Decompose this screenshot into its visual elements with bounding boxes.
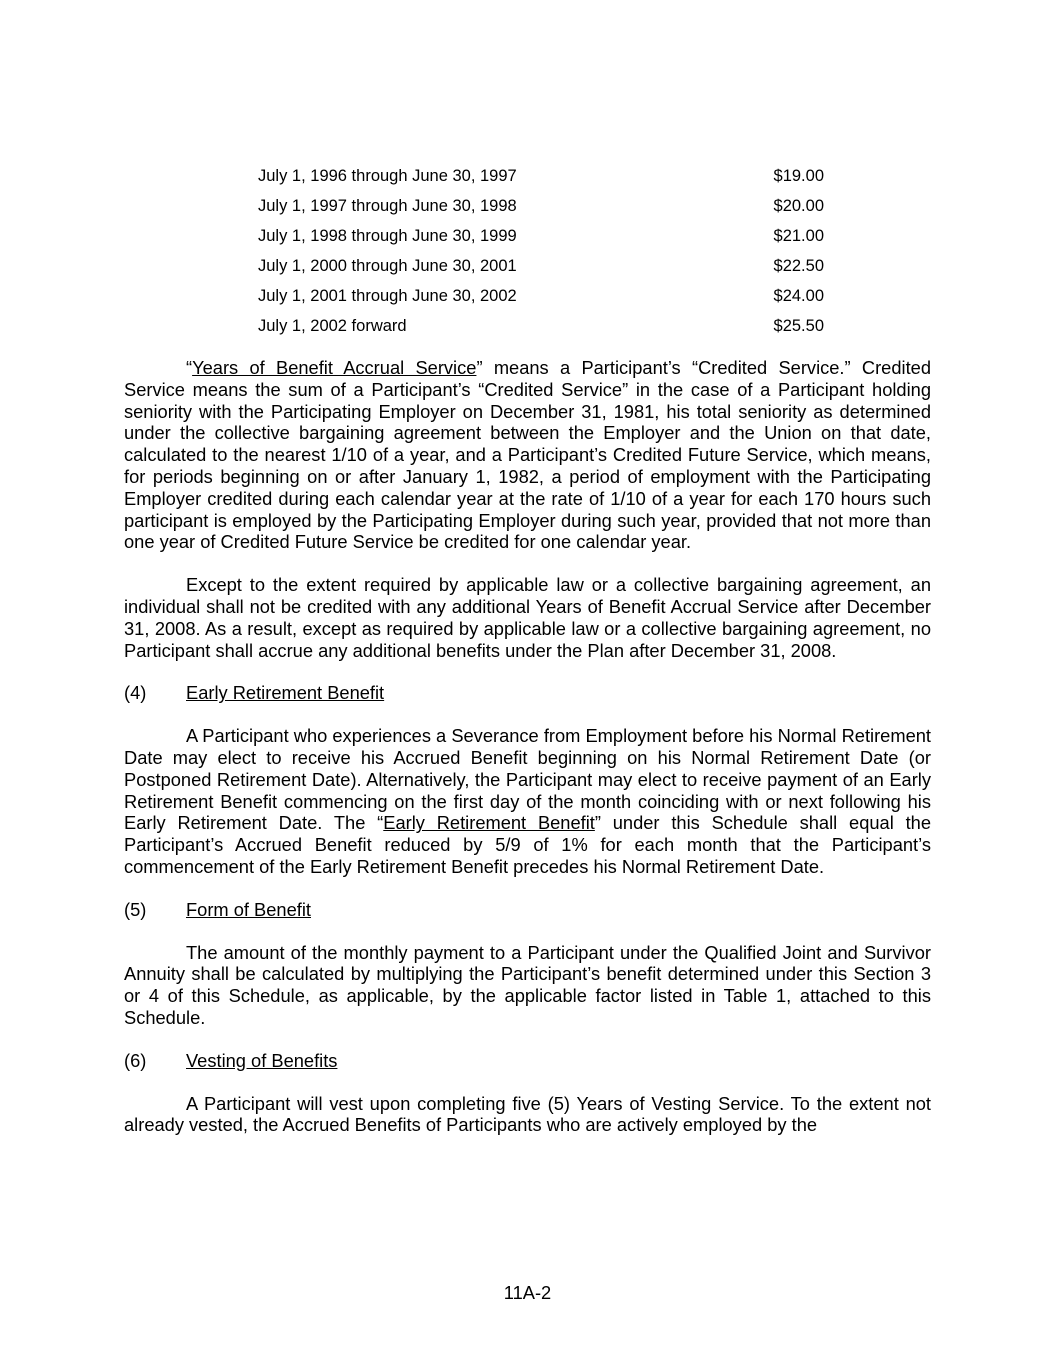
table-row xyxy=(258,194,824,224)
rate-period: July 1, 1997 through June 30, 1998 xyxy=(258,197,517,215)
benefit-rate-table xyxy=(258,164,824,344)
table-row xyxy=(258,284,824,314)
early-retirement-paragraph xyxy=(124,725,931,878)
rate-period: July 1, 1998 through June 30, 1999 xyxy=(258,227,517,245)
paragraph-text: ” under this Schedule shall equal the Participant’s Accrued Benefit reduced by 5/9 of 1% for each month that the Participant’s commencement of the Early Retirement Benefit precedes his Normal Retirement Date. xyxy=(124,812,931,877)
section-title: Form of Benefit xyxy=(186,898,311,920)
except-paragraph: Except to the extent required by applicable law or a collective bargaining agreement, an individual shall not be credited with any additional Years of Benefit Accrual Service after December 31, 2008. As a result, except as required by applicable law or a collective bargaining agreement, no Participant shall accrue any additional benefits under the Plan after December 31, 2008. xyxy=(124,574,931,661)
paragraph-text: A Participant who experiences a Severance from Employment before his Normal Retirement Date may elect to receive his Accrued Benefit beginning on his Normal Retirement Date (or Postponed Retirement Date). Alternatively, the Participant may elect to receive payment of an Early Retirement Benefit commencing on the first day of the month coinciding with or next following his Early Retirement Date. The “ xyxy=(124,725,931,834)
document-body xyxy=(124,357,931,1157)
rate-amount: $21.00 xyxy=(773,227,824,245)
rate-amount: $19.00 xyxy=(773,167,824,185)
table-row xyxy=(258,224,824,254)
section-title: Early Retirement Benefit xyxy=(186,682,385,704)
rate-amount: $22.50 xyxy=(773,257,824,275)
paragraph-text: ” means a Participant’s “Credited Service.” Credited Service means the sum of a Participant’s “Credited Service” in the case of a Participant holding seniority with the Participating Employer on December 31, 1981, his total seniority as determined under the collective bargaining agreement between the Employer and the Union on that date, calculated to the nearest 1/10 of a year, and a Participant’s Credited Future Service, which means, for periods beginning on or after January 1, 1982, a period of employment with the Participating Employer credited during each calendar year at the rate of 1/10 of a year for each 170 hours such participant is employed by the Participating Employer during such year, provided that not more than one year of Credited Future Service be credited for one calendar year. xyxy=(124,357,931,553)
years-of-benefit-accrual-service-paragraph xyxy=(124,357,931,553)
page-number: 11A-2 xyxy=(503,1282,552,1303)
table-row xyxy=(258,164,824,194)
section-number: (4) xyxy=(124,682,147,704)
section-heading xyxy=(124,1050,931,1072)
rate-amount: $24.00 xyxy=(773,287,824,305)
section-heading xyxy=(124,899,931,921)
rate-amount: $25.50 xyxy=(773,317,824,335)
defined-term: Early Retirement Benefit xyxy=(383,812,595,834)
open-quote: “ xyxy=(186,357,193,378)
vesting-paragraph: A Participant will vest upon completing five (5) Years of Vesting Service. To the extent not already vested, the Accrued Benefits of Participants who are actively employed by the xyxy=(124,1092,931,1136)
rate-amount: $20.00 xyxy=(773,197,824,215)
section-title: Vesting of Benefits xyxy=(186,1049,338,1071)
table-row xyxy=(258,314,824,344)
section-number: (6) xyxy=(124,1049,147,1071)
rate-period: July 1, 2000 through June 30, 2001 xyxy=(258,257,517,275)
section-heading xyxy=(124,682,931,704)
table-row xyxy=(258,254,824,284)
rate-period: July 1, 2002 forward xyxy=(258,317,407,335)
rate-period: July 1, 1996 through June 30, 1997 xyxy=(258,167,517,185)
section-number: (5) xyxy=(124,898,147,920)
rate-period: July 1, 2001 through June 30, 2002 xyxy=(258,287,517,305)
form-of-benefit-paragraph: The amount of the monthly payment to a Participant under the Qualified Joint and Survivor Annuity shall be calculated by multiplying the Participant’s benefit determined under this Section 3 or 4 of this Schedule, as applicable, by the applicable factor listed in Table 1, attached to this Schedule. xyxy=(124,941,931,1028)
defined-term: Years of Benefit Accrual Service xyxy=(192,357,477,378)
